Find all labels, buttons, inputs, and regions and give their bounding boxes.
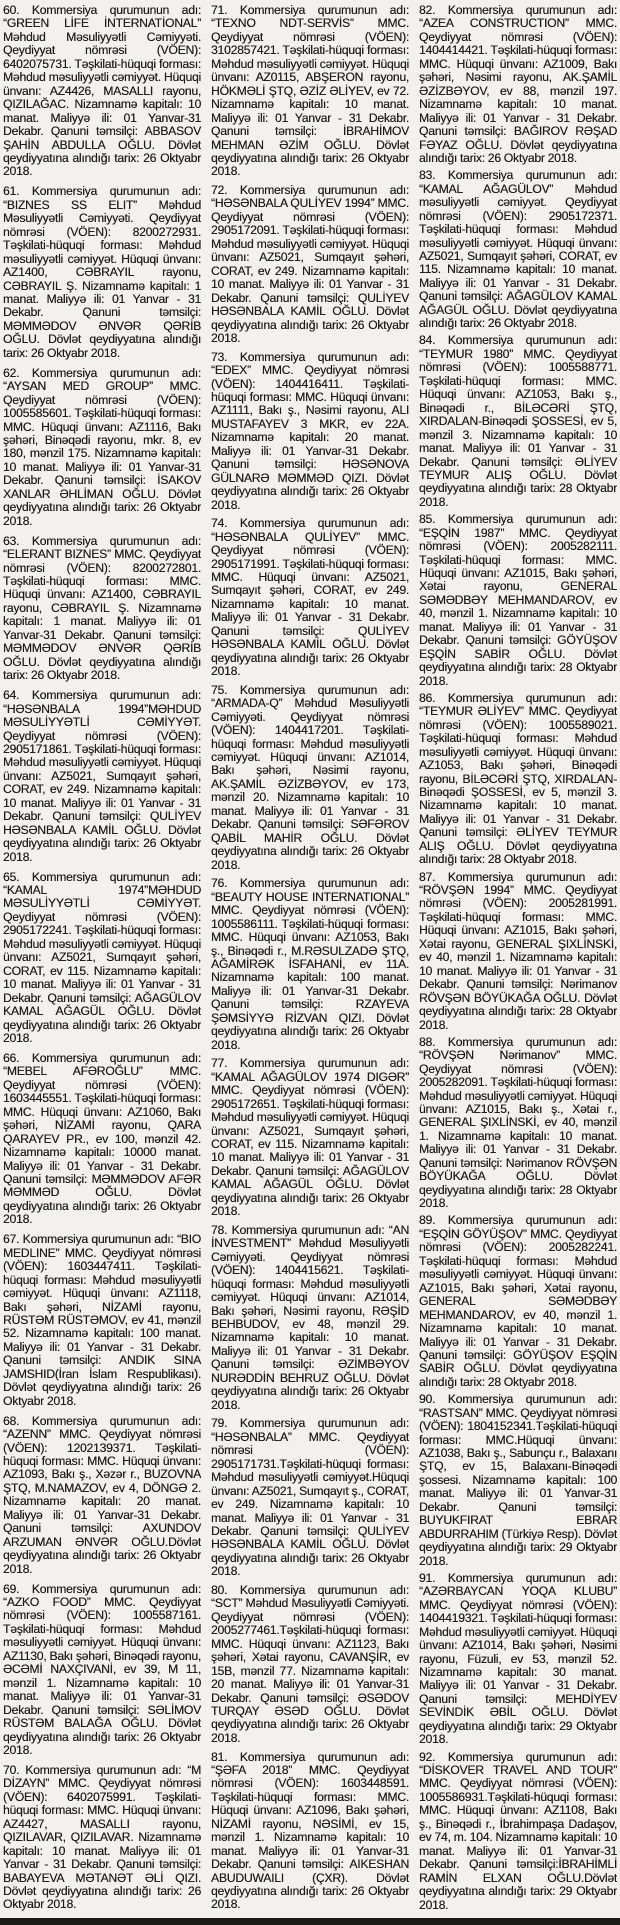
- registry-entry-60: 60. Kommersiya qurumunun adı: “GREEN LİFE İNTERNATİONAL” Məhdud Məsuliyyətli Cəmiyyəti. Qeydiyyat nömrəsi (VÖEN): 6402075731. Təşkilati-hüquqi forması: Məhdud məsuliyyətli cəmiyyət. Hüquqi ünvanı: AZ4426, MASALLI rayonu, QIZILAĞAC. Nizamnamə kapitalı: 10 manat. Maliyyə ili: 01 Yanvar-31 Dekabr. Qanuni təmsilçi: ABBASOV ŞAHİN ABDULLA OĞLU. Dövlət qeydiyyatına alındığı tarix: 26 Oktyabr 2018.: [3, 4, 201, 179]
- registry-entry-72: 72. Kommersiya qurumunun adı: “HƏSƏNBALA QULİYEV 1994” MMC. Qeydiyyat nömrəsi (VÖEN): 2905172091. Təşkilati-hüquqi forması: Məhdud məsuliyyətli cəmiyyət. Hüquqi ünvanı: AZ5021, Sumqayıt şəhəri, CORAT, ev 249. Nizamnamə kapitalı: 10 manat. Maliyyə ili: 01 Yanvar - 31 Dekabr. Qanuni təmsilçi: QULİYEV HƏSƏNBALA KAMİL OĞLU. Dövlət qeydiyyatına alındığı tarix: 26 Oktyabr 2018.: [211, 183, 409, 346]
- registry-entry-69: 69. Kommersiya qurumunun adı: “AZKO FOOD” MMC. Qeydiyyat nömrəsi (VÖEN): 1005587161. Təşkilati-hüquqi forması: Məhdud məsuliyyətli cəmiyyət. Hüquqi ünvanı: AZ1130, Bakı şəhəri, Binəqədi rayonu, ƏCƏMİ NAXÇIVANİ, ev 39, M 11, mənzil 1. Nizamnamə kapitalı: 10 manat. Maliyyə ili: 01 Yanvar-31 Dekabr. Qanuni təmsilçi: SƏLİMOV RÜSTƏM BALAĞA OĞLU. Dövlət qeydiyyatına alındığı tarix: 26 Oktyabr 2018.: [3, 1581, 201, 1757]
- column-1: [3, 4, 201, 1912]
- registry-entry-85: 85. Kommersiya qurumunun adı: “EŞQİN 1987” MMC. Qeydiyyat nömrəsi (VÖEN): 2005282111. Təşkilati-hüquqi forması: MMC. Hüquqi ünvanı: AZ1015, Bakı şəhəri, Xətai rayonu, GENERAL SƏMƏDBƏY MEHMANDAROV, ev 40, mənzil 1. Nizamnamə kapitalı: 10 manat. Maliyyə ili: 01 Yanvar - 31 Dekabr. Qanuni təmsilçi: GÖYÜŞOV EŞQİN SABİR OĞLU. Dövlət qeydiyyatına alındığı tarix: 28 Oktyabr 2018.: [419, 512, 617, 688]
- registry-entry-83: 83. Kommersiya qurumunun adı: “KAMAL AĞAGÜLOV” Məhdud məsuliyyətli cəmiyyət. Qeydiyyat nömrəsi (VÖEN): 2905172371. Təşkilati-hüquqi forması: Məhdud məsuliyyətli cəmiyyət. Hüquqi ünvanı: AZ5021, Sumqayıt şəhəri, CORAT, ev 115. Nizamnamə kapitalı: 10 manat. Maliyyə ili: 01 Yanvar - 31 Dekabr. Qanuni təmsilçi: AĞAGÜLOV KAMAL AĞAGÜL OĞLU. Dövlət qeydiyyatına alındığı tarix: 26 Oktyabr 2018.: [419, 168, 617, 331]
- registry-entry-78: 78. Kommersiya qurumunun adı: “AN İNVESTMENT” Məhdud Məsuliyyətli Cəmiyyəti. Qeydiyyat nömrəsi (VÖEN): 1404415621. Təşkilati-hüquqi forması: Məhdud məsuliyyətli cəmiyyət. Hüquqi ünvanı: AZ1014, Bakı şəhəri, Nəsimi rayonu, RƏŞİD BEHBUDOV, ev 48, mənzil 29. Nizamnamə kapitalı: 10 manat. Maliyyə ili: 01 Yanvar - 31 Dekabr. Qanuni təmsilçi: ƏZİMBƏYOV NURƏDDİN BEHRUZ OĞLU. Dövlət qeydiyyatına alındığı tarix: 26 Oktyabr 2018.: [211, 1222, 409, 1412]
- registry-entry-62: 62. Kommersiya qurumunun adı: “AYSAN MED GROUP” MMC. Qeydiyyat nömrəsi (VÖEN): 1005585601. Təşkilati-hüquqi forması: MMC. Hüquqi ünvanı: AZ1116, Bakı şəhəri, Binəqədi rayonu, mkr. 8, ev 180, mənzil 175. Nizamnamə kapitalı: 10 manat. Maliyyə ili: 01 Yanvar-31 Dekabr. Qanuni təmsilçi: İSAKOV XANLAR ƏHLİMAN OĞLU. Dövlət qeydiyyatına alındığı tarix: 26 Oktyabr 2018.: [3, 365, 201, 528]
- registry-entry-81: 81. Kommersiya qurumunun adı: “ŞƏFA 2018” MMC. Qeydiyyat nömrəsi (VÖEN): 1603448591. Təşkilati-hüquqi forması: MMC. Hüquqi ünvanı: AZ1096, Bakı şəhəri, NİZAMİ rayonu, NƏSİMİ, ev 15, mənzil 1. Nizamnamə kapitalı: 10 manat. Maliyyə ili: 01 Yanvar-31 Dekabr. Qanuni təmsilçi: AIKESHAN ABUDUWAILI (ÇXR). Dövlət qeydiyyatına alındığı tarix: 26 Oktyabr 2018.: [211, 1749, 409, 1912]
- registry-entry-64: 64. Kommersiya qurumunun adı: “HƏSƏNBALA 1994”MƏHDUD MƏSULİYYƏTLİ CƏMİYYƏT. Qeydiyyat nömrəsi (VÖEN): 2905171861. Təşkilati-hüquqi forması: Məhdud məsuliyyətli cəmiyyət. Hüquqi ünvanı: AZ5021, Sumqayıt şəhəri, CORAT, ev 249. Nizamnamə kapitalı: 10 manat. Maliyyə ili: 01 Yanvar - 31 Dekabr. Qanuni təmsilçi: QULİYEV HƏSƏNBALA KAMİL OĞLU. Dövlət qeydiyyatına alındığı tarix: 26 Oktyabr 2018.: [3, 688, 201, 864]
- registry-entry-86: 86. Kommersiya qurumunun adı: “TEYMUR ƏLİYEV” MMC. Qeydiyyat nömrəsi (VÖEN): 1005589021. Təşkilati-hüquqi forması: Məhdud məsuliyyətli cəmiyyət. Hüquqi ünvanı: AZ1053, Bakı şəhəri, Binəqədi rayonu, BİLƏCƏRİ ŞTQ, XIRDALAN-Binəqədi ŞOSSESİ, ev 5, mənzil 3. Nizamnamə kapitalı: 10 manat. Maliyyə ili: 01 Yanvar - 31 Dekabr. Qanuni təmsilçi: ƏLİYEV TEYMUR ALIŞ OĞLU. Dövlət qeydiyyatına alındığı tarix: 28 Oktyabr 2018.: [419, 690, 617, 867]
- bottom-divider-bar: [0, 1918, 620, 1925]
- registry-entry-87: 87. Kommersiya qurumunun adı: “RÖVŞƏN 1994” MMC. Qeydiyyat nömrəsi (VÖEN): 2005281991. Təşkilati-hüquqi forması: MMC. Hüquqi ünvanı: AZ1015, Bakı şəhəri, Xətai rayonu, GENERAL ŞIXLİNSKİ, ev 40, mənzil 1. Nizamnamə kapitalı: 10 manat. Maliyyə ili: 01 Yanvar - 31 Dekabr. Qanuni təmsilçi: Nərimanov RÖVŞƏN BÖYÜKAĞA OĞLU. Dövlət qeydiyyatına alındığı tarix: 28 Oktyabr 2018.: [419, 869, 617, 1032]
- registry-entry-92: 92. Kommersiya qurumunun adı: “DİSKOVER TRAVEL AND TOUR” MMC. Qeydiyyat nömrəsi (VÖEN): 1005586931.Təşkilati-hüquqi forması: MMC. Hüquqi ünvanı: AZ1108, Bakı ş., Binəqədi r., İbrahimpaşa Dadaşov, ev 74, m. 104. Nizamnamə kapitalı: 10 manat. Maliyyə ili: 01 Yanvar-31 Dekabr. Qanuni təmsilçi:İBRAHİMLİ RAMİN ELXAN OĞLU.Dövlət qeydiyyatına alındığı tarix: 29 Oktyabr 2018.: [419, 1749, 617, 1912]
- registry-entry-75: 75. Kommersiya qurumunun adı: “ARMADA-Q” Məhdud Məsuliyyətli Cəmiyyəti. Qeydiyyat nömrəsi (VÖEN): 1404417201. Təşkilati-hüquqi forması: Məhdud məsuliyyətli cəmiyyət. Hüquqi ünvanı: AZ1014, Bakı şəhəri, Nəsimi rayonu, AK.ŞAMİL ƏZİZBƏYOV, ev 173, mənzil 20. Nizamnamə kapitalı: 10 manat. Maliyyə ili: 01 Yanvar - 31 Dekabr. Qanuni təmsilçi: SƏFƏROV QABİL MAHİR OĞLU. Dövlət qeydiyyatına alındığı tarix: 26 Oktyabr 2018.: [211, 682, 409, 872]
- registry-entry-76: 76. Kommersiya qurumunun adı: “BEAUTY HOUSE INTERNATIONAL” MMC. Qeydiyyat nömrəsi (VÖEN): 1005586111. Təşkilati-hüquqi forması: MMC. Hüquqi ünvanı: AZ1053, Bakı ş., Binəqədi r., M.RƏSULZADƏ ŞTQ, AĞAMİRƏK İSFAHANİ, ev 11A. Nizamnamə kapitalı: 100 manat. Maliyyə ili: 01 Yanvar-31 Dekabr. Qanuni təmsilçi: RZAYEVA ŞƏMSİYYƏ RİZVAN QIZI. Dövlət qeydiyyatına alındığı tarix: 26 Oktyabr 2018.: [211, 876, 409, 1052]
- column-3: [419, 4, 617, 1912]
- registry-entry-91: 91. Kommersiya qurumunun adı: “AZƏRBAYCAN YOQA KLUBU” MMC. Qeydiyyat nömrəsi (VÖEN): 1404419321. Təşkilati-hüquqi forması: Məhdud məsuliyyətli cəmiyyət. Hüquqi ünvanı: AZ1014, Bakı şəhəri, Nəsimi rayonu, Füzuli, ev 53, mənzil 52. Nizamnamə kapitalı: 30 manat. Maliyyə ili: 01 Yanvar - 31 Dekabr. Qanuni təmsilçi: MEHDİYEV SEVİNDİK ƏBİL OĞLU. Dövlət qeydiyyatına alındığı tarix: 29 Oktyabr 2018.: [419, 1570, 617, 1747]
- registry-entry-84: 84. Kommersiya qurumunun adı: “TEYMUR 1980” MMC. Qeydiyyat nömrəsi (VÖEN): 1005588771. Təşkilati-hüquqi forması: MMC. Hüquqi ünvanı: AZ1053, Bakı ş., Binəqədi r., BİLƏCƏRİ ŞTQ, XIRDALAN-Binəqədi ŞOSSESİ, ev 5, mənzil 3. Nizamnamə kapitalı: 10 manat. Maliyyə ili: 01 Yanvar - 31 Dekabr. Qanuni təmsilçi: ƏLİYEV TEYMUR ALIŞ OĞLU. Dövlət qeydiyyatına alındığı tarix: 28 Oktyabr 2018.: [419, 333, 617, 509]
- registry-entry-79: 79. Kommersiya qurumunun adı: “HƏSƏNBALA” MMC. Qeydiyyat nömrəsi (VÖEN): 2905171731.Təşkilati-hüquqi forması: Məhdud məsuliyyətli cəmiyyət.Hüquqi ünvanı: AZ5021, Sumqayıt ş., CORAT, ev 249. Nizamnamə kapitalı: 10 manat. Maliyyə ili: 01 Yanvar - 31 Dekabr. Qanuni təmsilçi: QULİYEV HƏSƏNBALA KAMİL OĞLU. Dövlət qeydiyyatına alındığı tarix: 26 Oktyabr 2018.: [211, 1416, 409, 1579]
- registry-entry-65: 65. Kommersiya qurumunun adı: “KAMAL 1974”MƏHDUD MƏSULİYYƏTLİ CƏMİYYƏT. Qeydiyyat nömrəsi (VÖEN): 2905172241. Təşkilati-hüquqi forması: Məhdud məsuliyyətli cəmiyyət. Hüquqi ünvanı: AZ5021, Sumqayıt şəhəri, CORAT, ev 115. Nizamnamə kapitalı: 10 manat. Maliyyə ili: 01 Yanvar - 31 Dekabr. Qanuni təmsilçi: AĞAGÜLOV KAMAL AĞAGÜL OĞLU. Dövlət qeydiyyatına alındığı tarix: 26 Oktyabr 2018.: [3, 869, 201, 1045]
- registry-entry-68: 68. Kommersiya qurumunun adı: “AZENN” MMC. Qeydiyyat nömrəsi (VÖEN): 1202139371. Təşkilati-hüquqi forması: MMC. Hüquqi ünvanı: AZ1093, Bakı ş., Xəzər r., BUZOVNA ŞTQ, M.NAMAZOV, ev 4, DÖNGƏ 2. Nizamnamə kapitalı: 20 manat. Maliyyə ili: 01 Yanvar-31 Dekabr. Qanuni təmsilçi: AXUNDOV ARZUMAN ƏNVƏR OĞLU.Dövlət qeydiyyatına alındığı tarix: 26 Oktyabr 2018.: [3, 1413, 201, 1576]
- registry-entry-74: 74. Kommersiya qurumunun adı: “HƏSƏNBALA QULİYEV” MMC. Qeydiyyat nömrəsi (VÖEN): 2905171991. Təşkilati-hüquqi forması: MMC. Hüquqi ünvanı: AZ5021, Sumqayıt şəhəri, CORAT, ev 249. Nizamnamə kapitalı: 10 manat. Maliyyə ili: 01 Yanvar - 31 Dekabr. Qanuni təmsilçi: QULİYEV HƏSƏNBALA KAMİL OĞLU. Dövlət qeydiyyatına alındığı tarix: 26 Oktyabr 2018.: [211, 516, 409, 679]
- column-2: [211, 4, 409, 1912]
- registry-entry-82: 82. Kommersiya qurumunun adı: “AZEA CONSTRUCTION” MMC. Qeydiyyat nömrəsi (VÖEN): 1404414421. Təşkilati-hüquqi forması: MMC. Hüquqi ünvanı: AZ1009, Bakı şəhəri, Nəsimi rayonu, AK.ŞAMİL ƏZİZBƏYOV, ev 88, mənzil 197. Nizamnamə kapitalı: 10 manat. Maliyyə ili: 01 Yanvar - 31 Dekabr. Qanuni təmsilçi: BAĞIROV RƏŞAD FƏYAZ OĞLU. Dövlət qeydiyyatına alındığı tarix: 26 Oktyabr 2018.: [419, 4, 617, 165]
- registry-entry-80: 80. Kommersiya qurumunun adı: “SCT” Məhdud Məsuliyyətli Cəmiyyəti. Qeydiyyat nömrəsi (VÖEN): 2005277461.Təşkilati-hüquqi forması: MMC. Hüquqi ünvanı: AZ1123, Bakı şəhəri, Xətai rayonu, CAVANŞİR, ev 15B, mənzil 77. Nizamnamə kapitalı: 20 manat. Maliyyə ili: 01 Yanvar-31 Dekabr. Qanuni təmsilçi: ƏSƏDOV TURQAY ƏSƏD OĞLU. Dövlət qeydiyyatına alındığı tarix: 26 Oktyabr 2018.: [211, 1582, 409, 1745]
- registry-entry-67: 67. Kommersiya qurumunun adı: “BIO MEDLINE” MMC. Qeydiyyat nömrəsi (VÖEN): 1603447411. Təşkilati-hüquqi forması: Məhdud məsuliyyətli cəmiyyət. Hüquqi ünvanı: AZ1118, Bakı şəhəri, NİZAMİ rayonu, RÜSTƏM RÜSTƏMOV, ev 41, mənzil 52. Nizamnamə kapitalı: 100 manat. Maliyyə ili: 01 Yanvar - 31 Dekabr. Qanuni təmsilçi: ANDIK SINA JAMSHID(İran İslam Respublikası). Dövlət qeydiyyatına alındığı tarix: 26 Oktyabr 2018.: [3, 1232, 201, 1408]
- registry-entry-66: 66. Kommersiya qurumunun adı: “MEBEL AFƏROĞLU” MMC. Qeydiyyat nömrəsi (VÖEN): 1603445551. Təşkilati-hüquqi forması: MMC. Hüquqi ünvanı: AZ1060, Bakı şəhəri, NİZAMİ rayonu, QARA QARAYEV PR., ev 100, mənzil 42. Nizamnamə kapitalı: 10000 manat. Maliyyə ili: 01 Yanvar - 31 Dekabr. Qanuni təmsilçi: MƏMMƏDOV AFƏR MƏMMƏD OĞLU. Dövlət qeydiyyatına alındığı tarix: 26 Oktyabr 2018.: [3, 1050, 201, 1227]
- registry-entry-70: 70. Kommersiya qurumunun adı: “M DİZAYN” MMC. Qeydiyyat nömrəsi (VÖEN): 6402075991. Təşkilati-hüquqi forması: MMC. Hüquqi ünvanı: AZ4427, MASALLI rayonu, QIZILAVAR, QIZILAVAR. Nizamnamə kapitalı: 10 manat. Maliyyə ili: 01 Yanvar - 31 Dekabr. Qanuni təmsilçi: BABAYEVA MƏTANƏT ƏLİ QIZI. Dövlət qeydiyyatına alındığı tarix: 26 Oktyabr 2018.: [3, 1762, 201, 1912]
- registry-entry-61: 61. Kommersiya qurumunun adı: “BIZNES SS ELIT” Məhdud Məsuliyyətli Cəmiyyəti. Qeydiyyat nömrəsi (VÖEN): 8200272931. Təşkilati-hüquqi forması: Məhdud məsuliyyətli cəmiyyət. Hüquqi ünvanı: AZ1400, CƏBRAYIL rayonu, CƏBRAYIL Ş. Nizamnamə kapitalı: 1 manat. Maliyyə ili: 01 Yanvar - 31 Dekabr. Qanuni təmsilçi: MƏMMƏDOV ƏNVƏR QƏRİB OĞLU. Dövlət qeydiyyatına alındığı tarix: 26 Oktyabr 2018.: [3, 184, 201, 360]
- registry-entry-73: 73. Kommersiya qurumunun adı: “EDEX” MMC. Qeydiyyat nömrəsi (VÖEN): 1404416411. Təşkilati-hüquqi forması: MMC. Hüquqi ünvanı: AZ1111, Bakı ş., Nəsimi rayonu, ALI MUSTAFAYEV 3 MKR, ev 22A. Nizamnamə kapitalı: 20 manat. Maliyyə ili: 01 Yanvar-31 Dekabr. Qanuni təmsilçi: HƏSƏNOVA GÜLNARƏ MƏMMƏD QIZI. Dövlət qeydiyyatına alındığı tarix: 26 Oktyabr 2018.: [211, 349, 409, 512]
- registry-entry-63: 63. Kommersiya qurumunun adı: “ELERANT BIZNES” MMC. Qeydiyyat nömrəsi (VÖEN): 8200272801. Təşkilati-hüquqi forması: MMC. Hüquqi ünvanı: AZ1400, CƏBRAYIL rayonu, CƏBRAYIL Ş. Nizamnamə kapitalı: 1 manat. Maliyyə ili: 01 Yanvar-31 Dekabr. Qanuni təmsilçi: MƏMMƏDOV ƏNVƏR QƏRİB OĞLU. Dövlət qeydiyyatına alındığı tarix: 26 Oktyabr 2018.: [3, 533, 201, 683]
- registry-entry-89: 89. Kommersiya qurumunun adı: “EŞQİN GÖYÜŞOV” MMC. Qeydiyyat nömrəsi (VÖEN): 2005282241. Təşkilati-hüquqi forması: Məhdud məsuliyyətli cəmiyyət. Hüquqi ünvanı: AZ1015, Bakı şəhəri, Xətai rayonu, GENERAL SƏMƏDBƏY MEHMANDAROV, ev 40, mənzil 1. Nizamnamə kapitalı: 10 manat. Maliyyə ili: 01 Yanvar - 31 Dekabr. Qanuni təmsilçi: GÖYÜŞOV EŞQİN SABİR OĞLU. Dövlət qeydiyyatına alındığı tarix: 28 Oktyabr 2018.: [419, 1213, 617, 1389]
- registry-entry-77: 77. Kommersiya qurumunun adı: “KAMAL AĞAGÜLOV 1974 DIGƏR” MMC. Qeydiyyat nömrəsi (VÖEN): 2905172651. Təşkilati-hüquqi forması: Məhdud məsuliyyətli cəmiyyət. Hüquqi ünvanı: AZ5021, Sumqayıt şəhəri, CORAT, ev 115. Nizamnamə kapitalı: 10 manat. Maliyyə ili: 01 Yanvar - 31 Dekabr. Qanuni təmsilçi: AĞAGÜLOV KAMAL AĞAGÜL OĞLU. Dövlət qeydiyyatına alındığı tarix: 26 Oktyabr 2018.: [211, 1056, 409, 1219]
- registry-entry-90: 90. Kommersiya qurumunun adı: “RASTSAN” MMC. Qeydiyyat nömrəsi (VÖEN): 1804152341.Təşkilati-hüquqi forması: MMC.Hüquqi ünvanı: AZ1038, Bakı ş., Sabunçu r., Balaxanı ŞTQ, ev 15, Balaxanı-Binəqədi şossesi. Nizamnamə kapitalı: 100 manat. Maliyyə ili: 01 Yanvar-31 Dekabr. Qanuni təmsilçi: BUYUKFIRAT EBRAR ABDURRAHIM (Türkiyə Resp). Dövlət qeydiyyatına alındığı tarix: 29 Oktyabr 2018.: [419, 1392, 617, 1568]
- registry-entry-88: 88. Kommersiya qurumunun adı: “RÖVŞƏN Nərimanov” MMC. Qeydiyyat nömrəsi (VÖEN): 2005282091. Təşkilati-hüquqi forması: Məhdud məsuliyyətli cəmiyyət. Hüquqi ünvanı: AZ1015, Bakı ş., Xətai r., GENERAL ŞIXLİNSKİ, ev 40, mənzil 1. Nizamnamə kapitalı: 10 manat. Maliyyə ili: 01 Yanvar - 31 Dekabr. Qanuni təmsilçi: Nərimanov RÖVŞƏN BÖYÜKAĞA OĞLU. Dövlət qeydiyyatına alındığı tarix: 28 Oktyabr 2018.: [419, 1034, 617, 1211]
- registry-entry-71: 71. Kommersiya qurumunun adı: “TEXNO NDT-SERVİS” MMC. Qeydiyyat nömrəsi (VÖEN): 3102857421. Təşkilati-hüquqi forması: Məhdud məsuliyyətli cəmiyyət. Hüquqi ünvanı: AZ0115, ABŞERON rayonu, HÖKMƏLİ ŞTQ, ƏZİZ ƏLİYEV, ev 72. Nizamnamə kapitalı: 10 manat. Maliyyə ili: 01 Yanvar - 31 Dekabr. Qanuni təmsilçi: İBRAHİMOV MEHMAN ƏZİM OĞLU. Dövlət qeydiyyatına alındığı tarix: 26 Oktyabr 2018.: [211, 4, 409, 179]
- columns-container: [3, 4, 617, 1912]
